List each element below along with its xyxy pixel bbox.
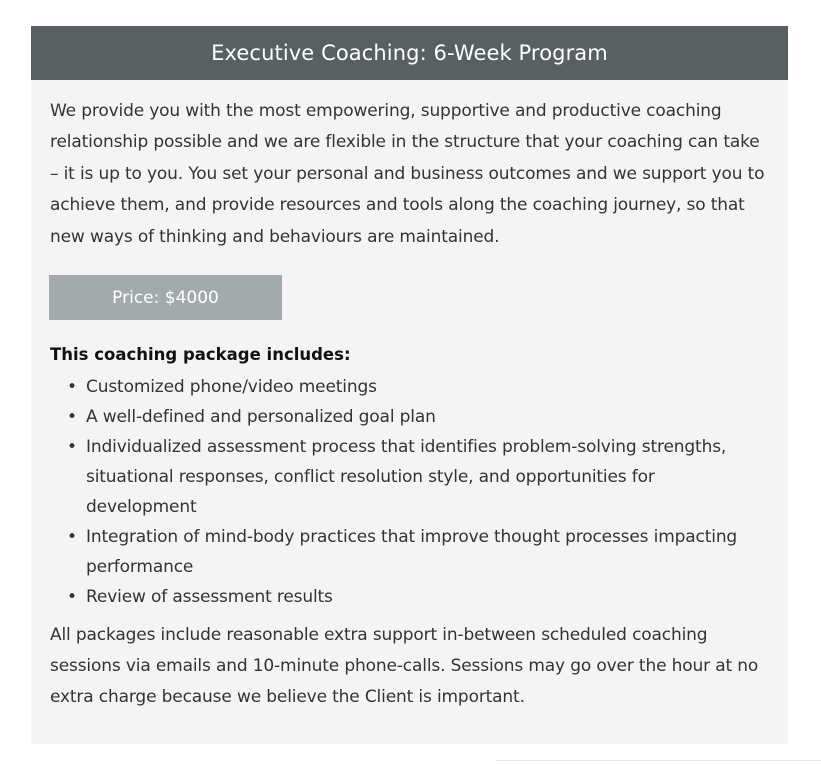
list-item <box>50 402 769 432</box>
bullet-icon: • <box>67 377 77 398</box>
bullet-icon: • <box>67 437 77 458</box>
list-item-text: Individualized assessment process that identifies problem-solving strengths, situational responses, conflict resolution style, and opportunities for development <box>86 437 727 518</box>
card-header <box>31 26 788 80</box>
includes-heading: This coaching package includes: <box>50 345 351 365</box>
coaching-package-card <box>31 26 788 744</box>
bullet-icon: • <box>67 587 77 608</box>
price-label: Price: $4000 <box>112 287 219 308</box>
list-item <box>50 372 769 402</box>
bullet-icon: • <box>67 407 77 428</box>
includes-list <box>50 372 769 612</box>
list-item-text: Integration of mind-body practices that improve thought processes impacting performance <box>86 527 738 578</box>
footer-paragraph: All packages include reasonable extra support in-between scheduled coaching sessions via emails and 10-minute phone-calls. Sessions may go over the hour at no extra charge because we believe the Client is important. <box>50 625 759 708</box>
bullet-icon: • <box>67 527 77 548</box>
list-item-text: Review of assessment results <box>86 587 333 608</box>
price-button[interactable] <box>49 275 282 320</box>
list-item-text: Customized phone/video meetings <box>86 377 377 398</box>
list-item <box>50 522 769 582</box>
divider <box>497 760 821 761</box>
list-item <box>50 432 769 522</box>
list-item-text: A well-defined and personalized goal plan <box>86 407 436 428</box>
program-title: Executive Coaching: 6-Week Program <box>211 41 608 65</box>
list-item <box>50 582 769 612</box>
intro-paragraph: We provide you with the most empowering, supportive and productive coaching relationship possible and we are flexible in the structure that your coaching can take – it is up to you. You set your personal and business outcomes and we support you to achieve them, and provide resources and tools along the coaching journey, so that new ways of thinking and behaviours are maintained. <box>50 101 765 247</box>
card-body <box>31 80 788 713</box>
